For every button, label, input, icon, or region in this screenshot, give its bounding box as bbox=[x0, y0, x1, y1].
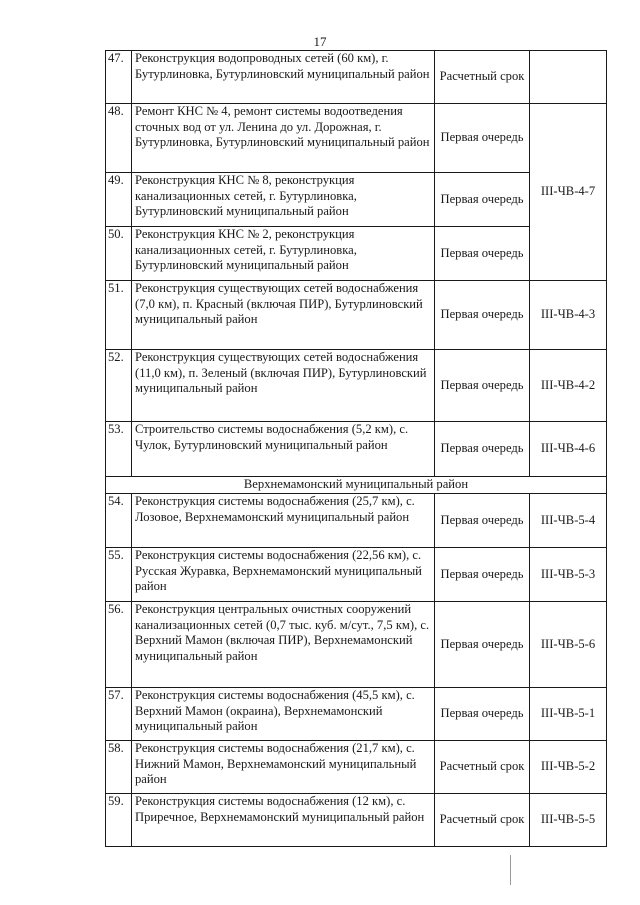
row-code: III-ЧВ-5-3 bbox=[530, 548, 607, 602]
row-term: Первая очередь bbox=[435, 281, 530, 350]
row-description: Реконструкция центральных очистных сооружений канализационных сетей (0,7 тыс. куб. м/сут., 7,5 км), с. Верхний Мамон (включая ПИР), Верхнемамонский муниципальный район bbox=[132, 602, 435, 688]
row-description: Реконструкция водопроводных сетей (60 км), г. Бутурлиновка, Бутурлиновский муниципальный район bbox=[132, 51, 435, 104]
page-number: 17 bbox=[313, 34, 327, 49]
row-code: III-ЧВ-5-2 bbox=[530, 741, 607, 794]
row-term: Первая очередь bbox=[435, 227, 530, 281]
row-number: 47. bbox=[106, 51, 132, 104]
row-description: Ремонт КНС № 4, ремонт системы водоотведения сточных вод от ул. Ленина до ул. Дорожная, г. Бутурлиновка, Бутурлиновский муниципальный район bbox=[132, 104, 435, 173]
table-row bbox=[106, 104, 607, 173]
table-row bbox=[106, 494, 607, 548]
projects-table bbox=[105, 50, 607, 847]
row-number: 59. bbox=[106, 794, 132, 847]
row-number: 55. bbox=[106, 548, 132, 602]
row-number: 50. bbox=[106, 227, 132, 281]
row-term: Первая очередь bbox=[435, 173, 530, 227]
row-term: Расчетный срок bbox=[435, 741, 530, 794]
row-number: 52. bbox=[106, 350, 132, 422]
row-term: Первая очередь bbox=[435, 688, 530, 741]
row-number: 49. bbox=[106, 173, 132, 227]
row-term: Первая очередь bbox=[435, 548, 530, 602]
row-term: Расчетный срок bbox=[435, 794, 530, 847]
table-row bbox=[106, 422, 607, 477]
row-description: Реконструкция системы водоснабжения (25,7 км), с. Лозовое, Верхнемамонский муниципальный район bbox=[132, 494, 435, 548]
row-description: Реконструкция существующих сетей водоснабжения (11,0 км), п. Зеленый (включая ПИР), Бутурлиновский муниципальный район bbox=[132, 350, 435, 422]
row-term: Первая очередь bbox=[435, 422, 530, 477]
row-number: 58. bbox=[106, 741, 132, 794]
row-code: III-ЧВ-5-5 bbox=[530, 794, 607, 847]
row-description: Реконструкция КНС № 8, реконструкция канализационных сетей, г. Бутурлиновка, Бутурлиновский муниципальный район bbox=[132, 173, 435, 227]
row-term: Первая очередь bbox=[435, 104, 530, 173]
row-description: Реконструкция КНС № 2, реконструкция канализационных сетей, г. Бутурлиновка, Бутурлиновский муниципальный район bbox=[132, 227, 435, 281]
section-header: Верхнемамонский муниципальный район bbox=[106, 477, 607, 494]
row-term: Первая очередь bbox=[435, 350, 530, 422]
row-term: Расчетный срок bbox=[435, 51, 530, 104]
row-number: 53. bbox=[106, 422, 132, 477]
section-row bbox=[106, 477, 607, 494]
row-code: III-ЧВ-5-1 bbox=[530, 688, 607, 741]
row-number: 57. bbox=[106, 688, 132, 741]
row-description: Реконструкция системы водоснабжения (21,7 км), с. Нижний Мамон, Верхнемамонский муниципальный район bbox=[132, 741, 435, 794]
row-term: Первая очередь bbox=[435, 602, 530, 688]
table-row bbox=[106, 350, 607, 422]
table-row bbox=[106, 741, 607, 794]
row-number: 48. bbox=[106, 104, 132, 173]
row-description: Реконструкция существующих сетей водоснабжения (7,0 км), п. Красный (включая ПИР), Бутурлиновский муниципальный район bbox=[132, 281, 435, 350]
row-description: Строительство системы водоснабжения (5,2 км), с. Чулок, Бутурлиновский муниципальный район bbox=[132, 422, 435, 477]
table-row bbox=[106, 281, 607, 350]
row-code: III-ЧВ-4-6 bbox=[530, 422, 607, 477]
table-row bbox=[106, 548, 607, 602]
row-description: Реконструкция системы водоснабжения (45,5 км), с. Верхний Мамон (окраина), Верхнемамонский муниципальный район bbox=[132, 688, 435, 741]
row-code: III-ЧВ-4-2 bbox=[530, 350, 607, 422]
row-number: 54. bbox=[106, 494, 132, 548]
table-row bbox=[106, 51, 607, 104]
table-row bbox=[106, 794, 607, 847]
table-row bbox=[106, 688, 607, 741]
table-row bbox=[106, 602, 607, 688]
row-term: Первая очередь bbox=[435, 494, 530, 548]
row-code: III-ЧВ-5-4 bbox=[530, 494, 607, 548]
row-number: 56. bbox=[106, 602, 132, 688]
scan-mark bbox=[510, 855, 511, 885]
row-description: Реконструкция системы водоснабжения (12 км), с. Приречное, Верхнемамонский муниципальный район bbox=[132, 794, 435, 847]
row-number: 51. bbox=[106, 281, 132, 350]
row-code: III-ЧВ-4-3 bbox=[530, 281, 607, 350]
row-code: III-ЧВ-4-7 bbox=[530, 104, 607, 281]
row-code: III-ЧВ-5-6 bbox=[530, 602, 607, 688]
row-code bbox=[530, 51, 607, 104]
row-description: Реконструкция системы водоснабжения (22,56 км), с. Русская Журавка, Верхнемамонский муниципальный район bbox=[132, 548, 435, 602]
